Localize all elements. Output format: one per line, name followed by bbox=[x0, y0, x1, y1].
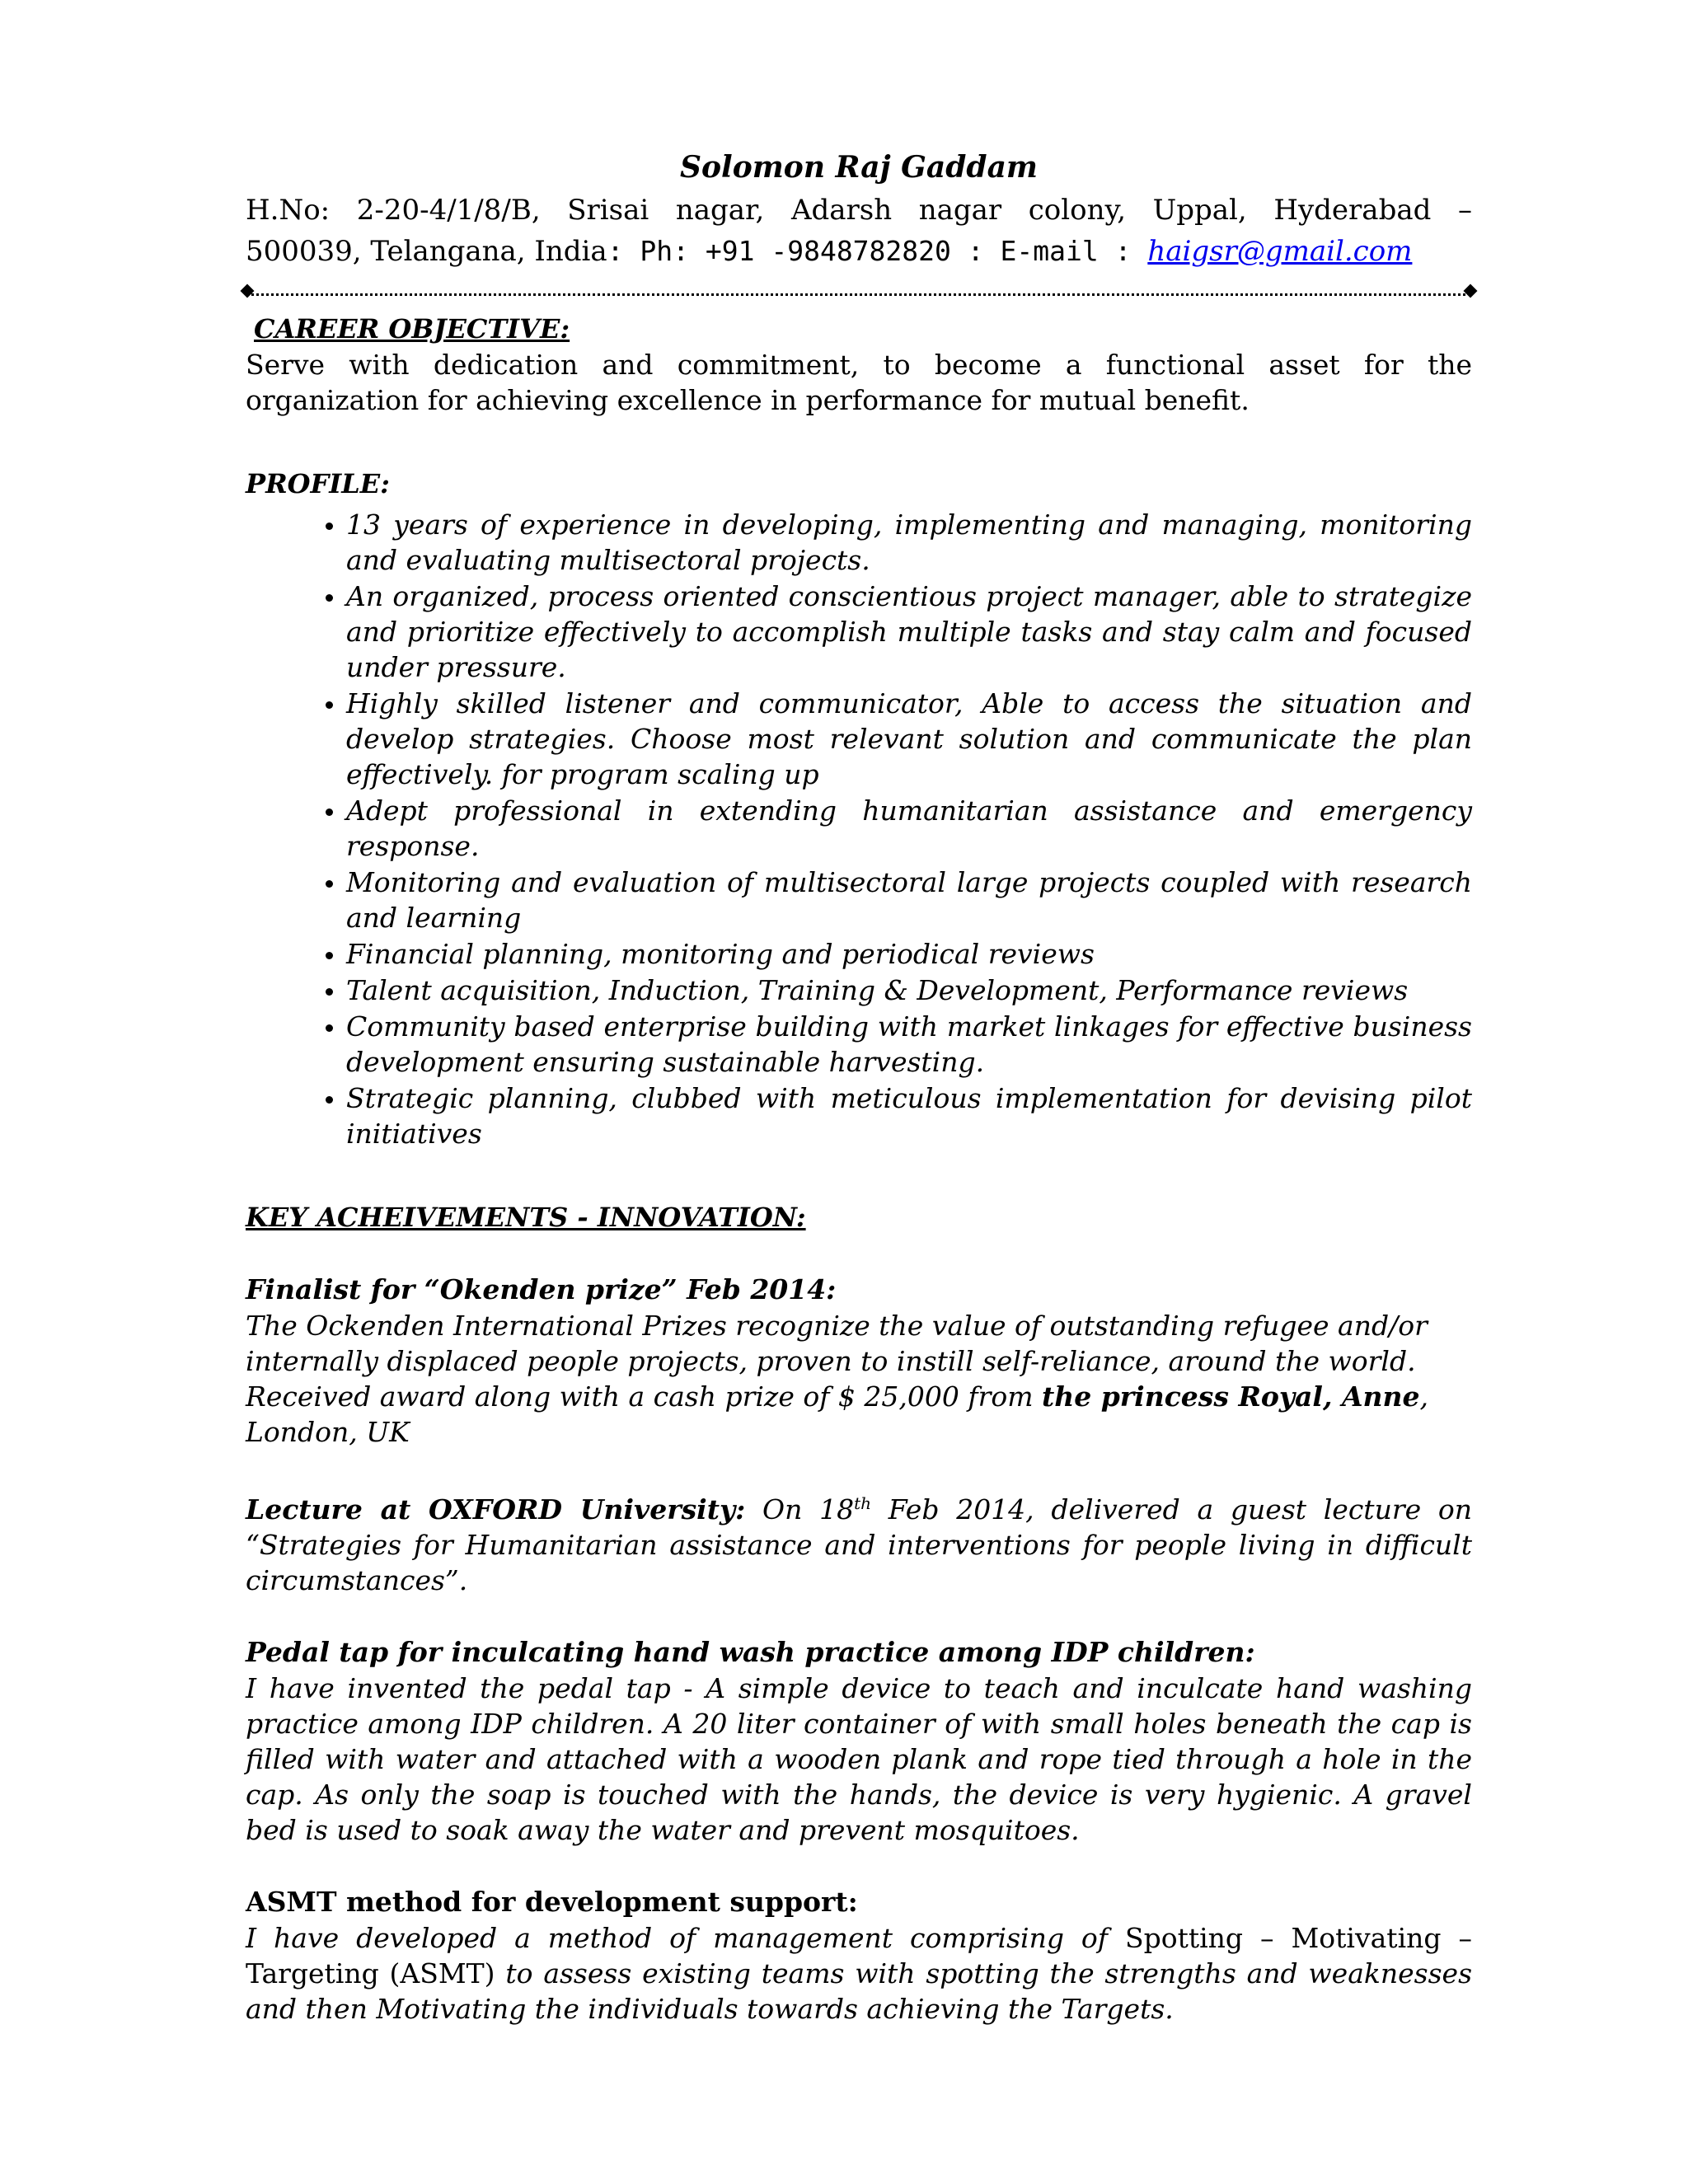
list-item: • Monitoring and evaluation of multisectoral large projects coupled with research and learning bbox=[346, 865, 1472, 935]
asmt-body-a: I have developed a method of management comprising of bbox=[246, 1922, 1125, 1954]
asmt-section bbox=[246, 1884, 1472, 2027]
oxford-title: Lecture at OXFORD University: bbox=[246, 1493, 746, 1526]
address-word: – bbox=[1457, 194, 1472, 227]
address-line-1 bbox=[246, 190, 1472, 231]
list-item: • Adept professional in extending humanitarian assistance and emergency response. bbox=[346, 793, 1472, 864]
candidate-name: Solomon Raj Gaddam bbox=[680, 150, 1038, 185]
address-word: 2-20-4/1/8/B, bbox=[356, 194, 541, 227]
oxford-section bbox=[246, 1486, 1472, 1598]
profile-list bbox=[246, 507, 1472, 1151]
pedal-text: I have invented the pedal tap - A simple device to teach and inculcate hand washing practice among IDP children. A 20 liter container of with small holes beneath the cap is filled with water and attached with a wooden plank and rope tied through a hole in the cap. As only the soap is touched with the hands, the device is very hygienic. A gravel bed is used to soak away the water and prevent mosquitoes. bbox=[246, 1672, 1472, 1846]
oxford-body-a: On 18 bbox=[745, 1493, 855, 1526]
address-word: nagar bbox=[918, 194, 1002, 227]
address-word: Srisai bbox=[567, 194, 649, 227]
okenden-bold: the princess Royal, Anne bbox=[1042, 1380, 1420, 1413]
okenden-tail: , London, UK bbox=[246, 1380, 1429, 1448]
list-item: • 13 years of experience in developing, implementing and managing, monitoring and evaluating multisectoral projects. bbox=[346, 507, 1472, 578]
phone-text: : Ph: +91 -9848782820 bbox=[607, 235, 968, 267]
list-item: • An organized, process oriented conscientious project manager, able to strategize and prioritize effectively to accomplish multiple tasks and stay calm and focused under pressure. bbox=[346, 579, 1472, 685]
list-item: • Financial planning, monitoring and periodical reviews bbox=[346, 936, 1472, 972]
divider-diamond-icon bbox=[241, 284, 255, 298]
okenden-title: Finalist for “Okenden prize” Feb 2014: bbox=[246, 1273, 837, 1305]
career-objective-heading: CAREER OBJECTIVE: bbox=[254, 313, 570, 344]
oxford-body-b: Feb 2014, delivered a guest lecture on “Strategies for Humanitarian assistance and interventions for people living in difficult circumstances”. bbox=[246, 1493, 1472, 1596]
okenden-text bbox=[246, 1308, 1472, 1450]
address-line-2 bbox=[246, 231, 1472, 272]
email-label: : E-mail : bbox=[967, 235, 1148, 267]
asmt-body-c: to assess existing teams with spotting the strengths and weaknesses and then Motivating the individuals towards achieving the Targets. bbox=[246, 1957, 1472, 2025]
career-objective-text: Serve with dedication and commitment, to become a functional asset for the organization for achieving excellence in performance for mutual benefit. bbox=[246, 349, 1472, 416]
achievements-heading: KEY ACHEIVEMENTS - INNOVATION: bbox=[246, 1202, 806, 1233]
contact-block bbox=[246, 190, 1472, 272]
okenden-section bbox=[246, 1272, 1472, 1450]
list-item: • Highly skilled listener and communicator, Able to access the situation and develop strategies. Choose most relevant solution and communicate the plan effectively. for program scaling up bbox=[346, 686, 1472, 792]
address-word: nagar, bbox=[675, 194, 765, 227]
address-word: Hyderabad bbox=[1273, 194, 1432, 227]
pedal-section bbox=[246, 1634, 1472, 1848]
email-link[interactable]: haigsr@gmail.com bbox=[1147, 235, 1413, 268]
address-word: H.No: bbox=[246, 194, 331, 227]
asmt-title: ASMT method for development support: bbox=[246, 1886, 858, 1918]
profile-heading: PROFILE: bbox=[246, 468, 390, 499]
pedal-title: Pedal tap for inculcating hand wash practice among IDP children: bbox=[246, 1636, 1255, 1668]
list-item: • Community based enterprise building with market linkages for effective business development ensuring sustainable harvesting. bbox=[346, 1009, 1472, 1080]
oxford-text bbox=[246, 1486, 1472, 1598]
header-divider bbox=[246, 285, 1472, 296]
resume-page bbox=[246, 148, 1472, 2027]
asmt-body-b: Spotting – Motivating – Targeting (ASMT) bbox=[246, 1922, 1472, 1990]
list-item: • Strategic planning, clubbed with meticulous implementation for devising pilot initiatives bbox=[346, 1080, 1472, 1151]
asmt-text bbox=[246, 1920, 1472, 2027]
address-word: Uppal, bbox=[1152, 194, 1247, 227]
divider-diamond-icon bbox=[1464, 284, 1478, 298]
oxford-sup: th bbox=[854, 1493, 871, 1513]
list-item: • Talent acquisition, Induction, Training & Development, Performance reviews bbox=[346, 972, 1472, 1008]
address-word: Adarsh bbox=[790, 194, 893, 227]
address-word: colony, bbox=[1028, 194, 1127, 227]
address-city: 500039, Telangana, India bbox=[246, 235, 607, 268]
okenden-body: The Ockenden International Prizes recognize the value of outstanding refugee and/or internally displaced people projects, proven to instill self-reliance, around the world. Received award along with a cash prize of $ 25,000 from bbox=[246, 1310, 1428, 1413]
